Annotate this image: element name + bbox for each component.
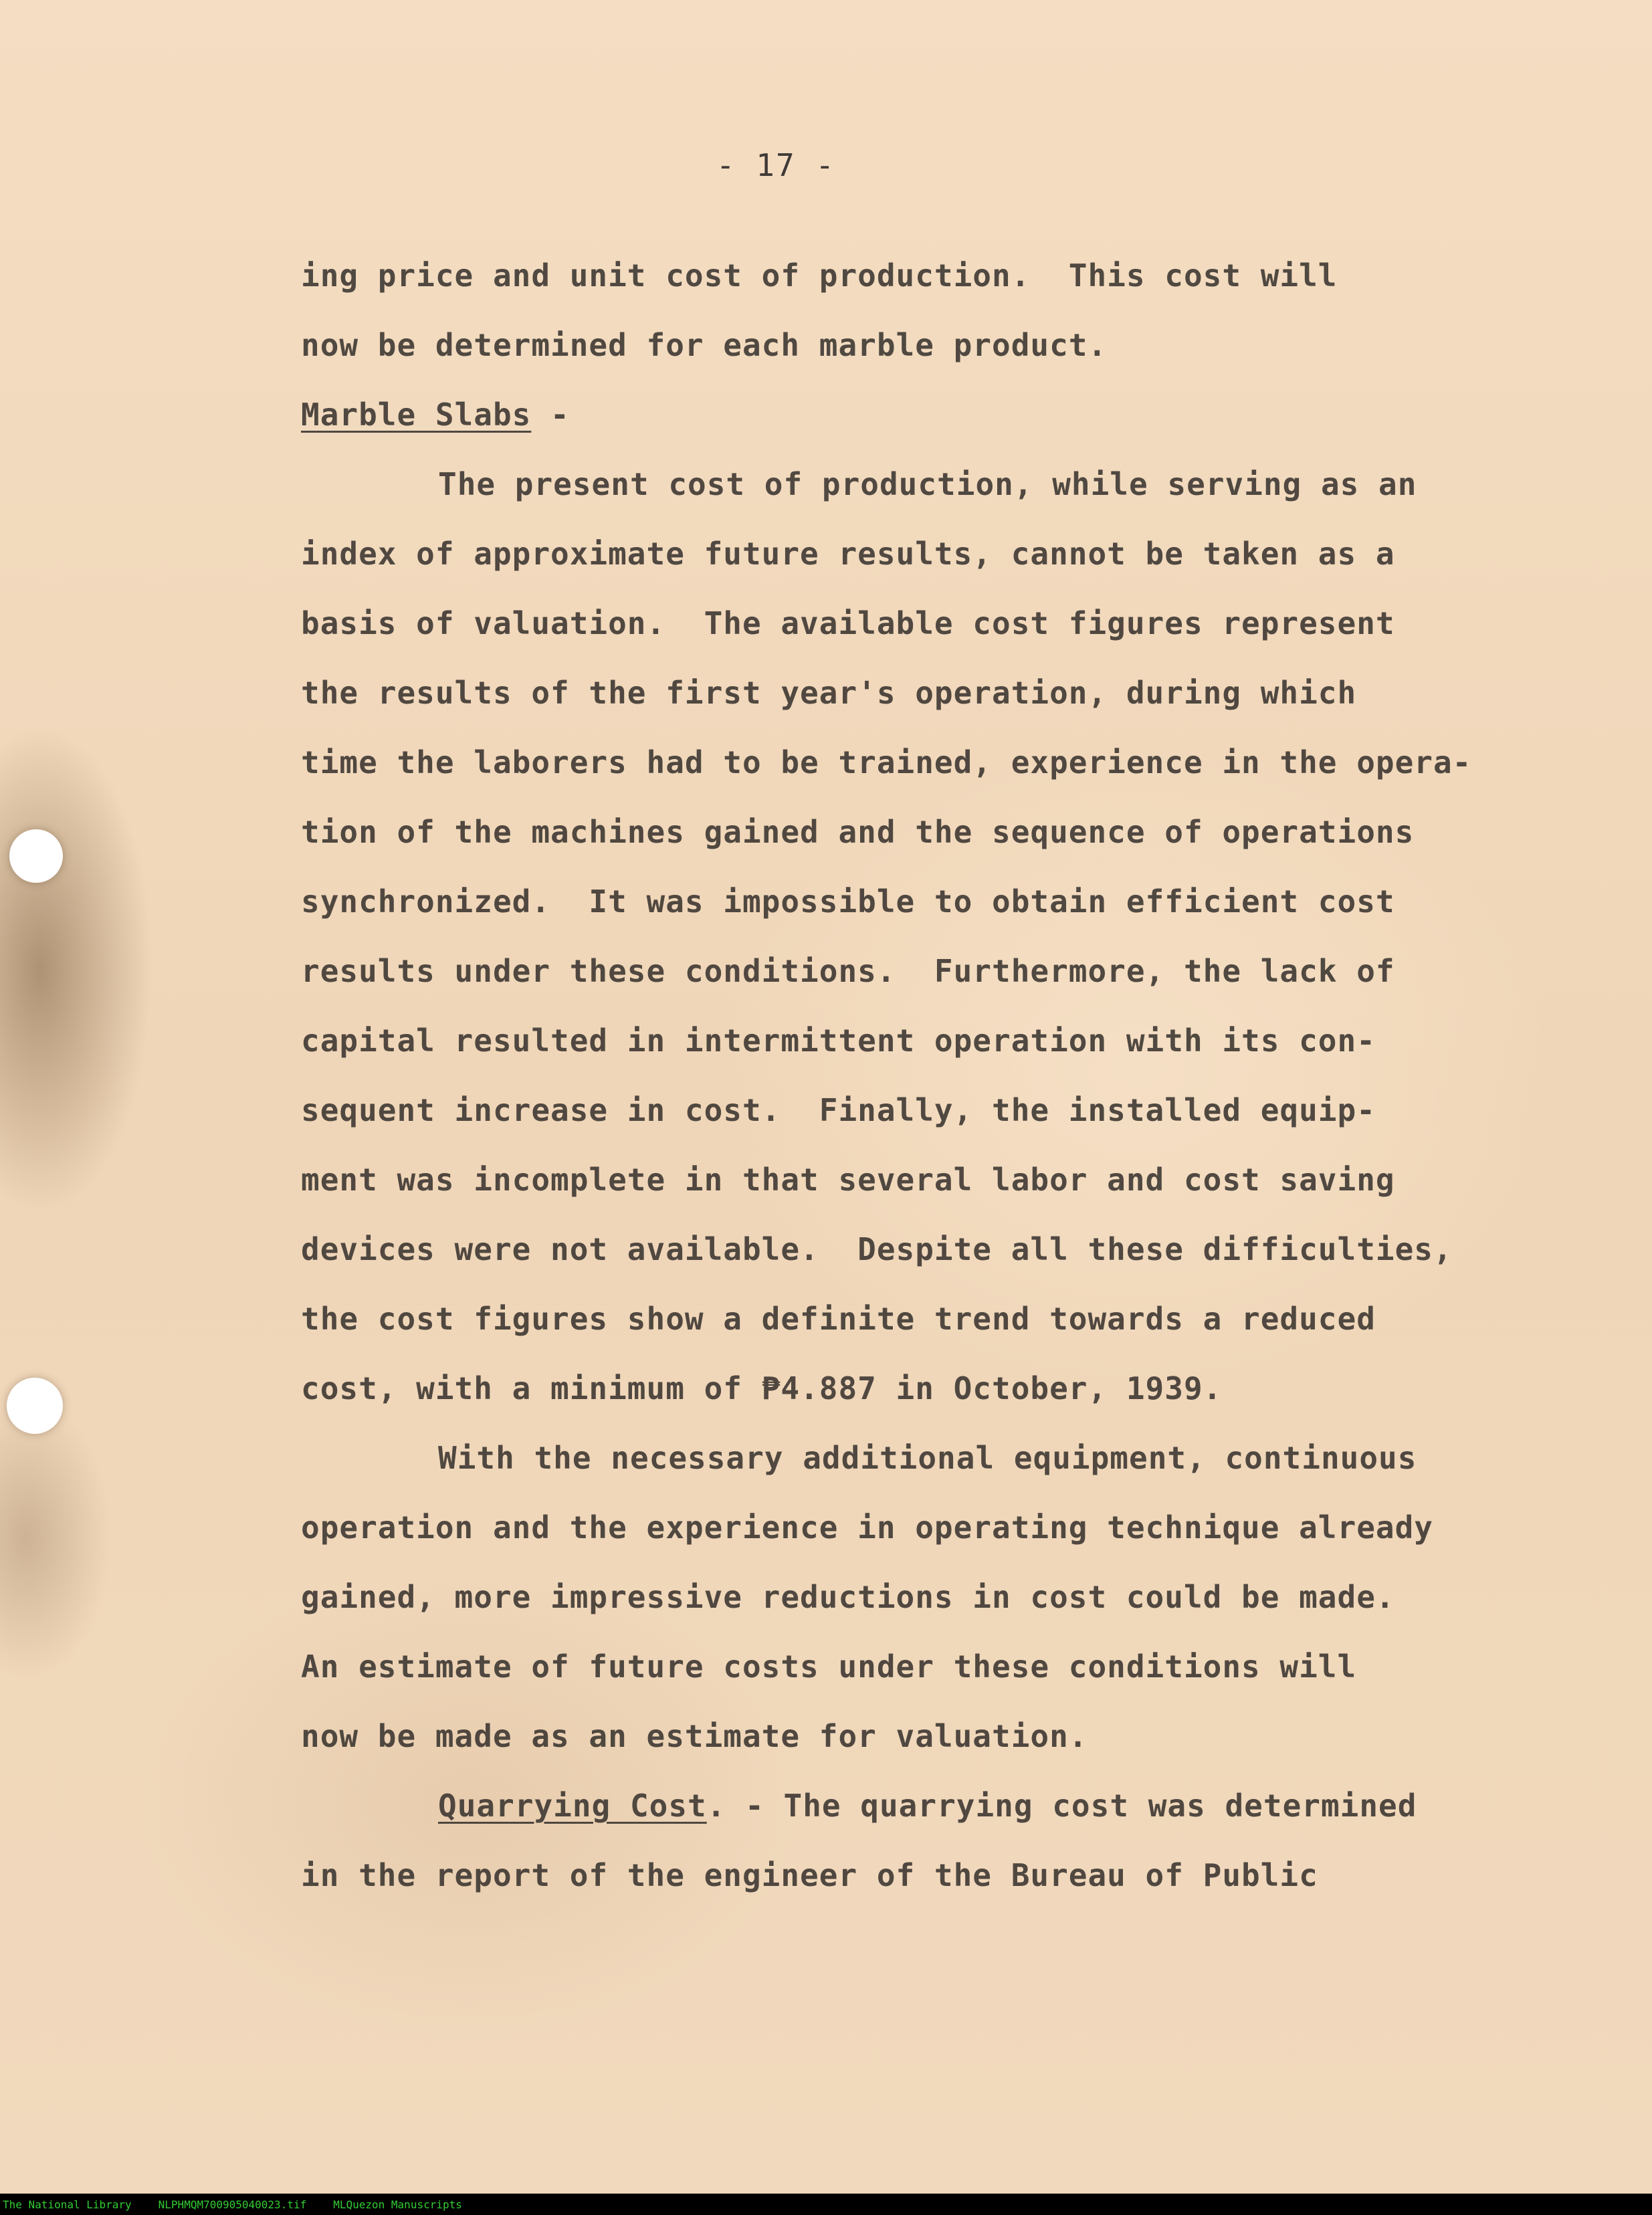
text-line: capital resulted in intermittent operation with its con- bbox=[301, 1023, 1376, 1059]
text-line: sequent increase in cost. Finally, the installed equip- bbox=[301, 1092, 1376, 1128]
text-line: now be made as an estimate for valuation. bbox=[301, 1718, 1088, 1754]
text-line: index of approximate future results, cannot be taken as a bbox=[301, 536, 1395, 572]
text-line: The present cost of production, while serving as an bbox=[438, 466, 1417, 502]
text-line: results under these conditions. Furthermore, the lack of bbox=[301, 953, 1395, 989]
text-line: in the report of the engineer of the Bureau of Public bbox=[301, 1857, 1318, 1893]
text-line: basis of valuation. The available cost figures represent bbox=[301, 605, 1395, 641]
text-line: gained, more impressive reductions in cost could be made. bbox=[301, 1579, 1395, 1615]
scan-footer bbox=[0, 2194, 1652, 2215]
text-line: devices were not available. Despite all these difficulties, bbox=[301, 1231, 1453, 1267]
text-line: ment was incomplete in that several labor and cost saving bbox=[301, 1162, 1395, 1198]
text-line: now be determined for each marble product. bbox=[301, 327, 1108, 363]
text-segment: . - The quarrying cost was determined bbox=[706, 1788, 1417, 1824]
punch-hole bbox=[9, 829, 63, 883]
footer-file: NLPHMQM700905040023.tif bbox=[158, 2198, 307, 2211]
heading-suffix: - bbox=[531, 397, 570, 433]
text-line: cost, with a minimum of ₱4.887 in October, 1939. bbox=[301, 1370, 1223, 1406]
page-number: - 17 - bbox=[716, 147, 836, 183]
text-line: An estimate of future costs under these conditions will bbox=[301, 1649, 1357, 1685]
text-line: time the laborers had to be trained, experience in the opera- bbox=[301, 744, 1472, 780]
footer-library: The National Library bbox=[3, 2198, 132, 2211]
heading-title: Marble Slabs bbox=[301, 397, 532, 433]
text-line: With the necessary additional equipment, continuous bbox=[438, 1440, 1417, 1476]
text-line: synchronized. It was impossible to obtain efficient cost bbox=[301, 883, 1395, 920]
punch-hole bbox=[7, 1378, 63, 1434]
footer-collection: MLQuezon Manuscripts bbox=[333, 2198, 462, 2211]
subsection-line bbox=[301, 1771, 1545, 1840]
text-line: ing price and unit cost of production. This cost will bbox=[301, 257, 1338, 294]
body-text bbox=[301, 241, 1545, 1910]
text-line: tion of the machines gained and the sequence of operations bbox=[301, 814, 1415, 850]
text-line: operation and the experience in operating technique already bbox=[301, 1509, 1433, 1546]
text-line: the cost figures show a definite trend towards a reduced bbox=[301, 1301, 1376, 1337]
text-line: the results of the first year's operation, during which bbox=[301, 675, 1357, 711]
subsection-heading: Quarrying Cost bbox=[438, 1788, 707, 1824]
section-heading bbox=[301, 380, 1545, 449]
